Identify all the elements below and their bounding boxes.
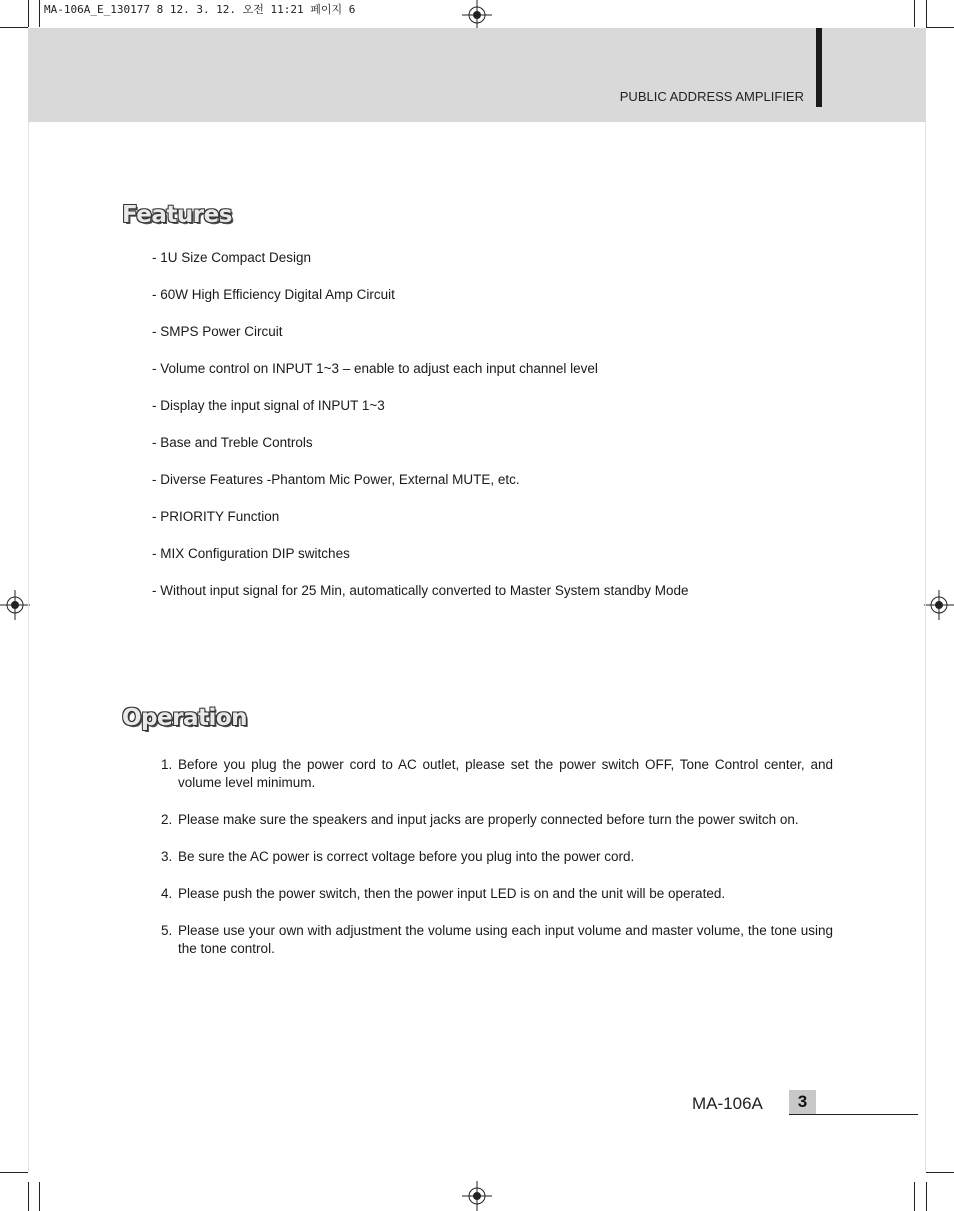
step-number: 1. — [161, 757, 173, 772]
feature-item: - PRIORITY Function — [152, 509, 280, 524]
page-edge-right — [925, 40, 926, 1172]
operation-heading: Operation — [122, 705, 248, 731]
step-number: 3. — [161, 849, 173, 864]
feature-item: - 1U Size Compact Design — [152, 250, 312, 265]
page-edge-left — [28, 40, 29, 1172]
registration-mark-bottom-icon — [462, 1181, 492, 1211]
operation-step — [161, 811, 833, 829]
registration-mark-left-icon — [0, 590, 30, 620]
step-text: Before you plug the power cord to AC outlet, please set the power switch OFF, Tone Control center, and volume level minimum. — [178, 757, 833, 790]
feature-item: - Diverse Features -Phantom Mic Power, External MUTE, etc. — [152, 472, 520, 487]
feature-item: - Display the input signal of INPUT 1~3 — [152, 398, 385, 413]
features-heading: Features — [122, 202, 232, 228]
step-text: Please push the power switch, then the power input LED is on and the unit will be operated. — [178, 886, 726, 901]
feature-item: - 60W High Efficiency Digital Amp Circuit — [152, 287, 395, 302]
operation-step — [161, 848, 833, 866]
features-list — [152, 249, 689, 619]
operation-step — [161, 756, 833, 792]
operation-step — [161, 922, 833, 958]
print-slug: MA-106A_E_130177 8 12. 3. 12. 오전 11:21 페이지 6 — [44, 3, 356, 16]
step-text: Please make sure the speakers and input jacks are properly connected before turn the power switch on. — [178, 812, 799, 827]
footer-rule — [789, 1114, 918, 1115]
step-text: Be sure the AC power is correct voltage before you plug into the power cord. — [178, 849, 635, 864]
feature-item: - Volume control on INPUT 1~3 – enable to adjust each input channel level — [152, 361, 598, 376]
feature-item: - SMPS Power Circuit — [152, 324, 283, 339]
step-number: 4. — [161, 886, 173, 901]
page-number: 3 — [789, 1090, 816, 1114]
registration-mark-right-icon — [924, 590, 954, 620]
footer-model-name: MA-106A — [692, 1094, 763, 1113]
header-title: PUBLIC ADDRESS AMPLIFIER — [619, 89, 804, 104]
feature-item: - MIX Configuration DIP switches — [152, 546, 350, 561]
step-text: Please use your own with adjustment the volume using each input volume and master volume, the tone using the tone control. — [178, 923, 833, 956]
step-number: 2. — [161, 812, 173, 827]
header-accent-bar — [816, 28, 822, 107]
step-number: 5. — [161, 923, 173, 938]
feature-item: - Base and Treble Controls — [152, 435, 313, 450]
operation-step — [161, 885, 833, 903]
feature-item: - Without input signal for 25 Min, automatically converted to Master System standby Mode — [152, 583, 689, 598]
operation-steps — [161, 756, 833, 977]
registration-mark-top-icon — [462, 0, 492, 30]
header-band — [28, 28, 926, 122]
